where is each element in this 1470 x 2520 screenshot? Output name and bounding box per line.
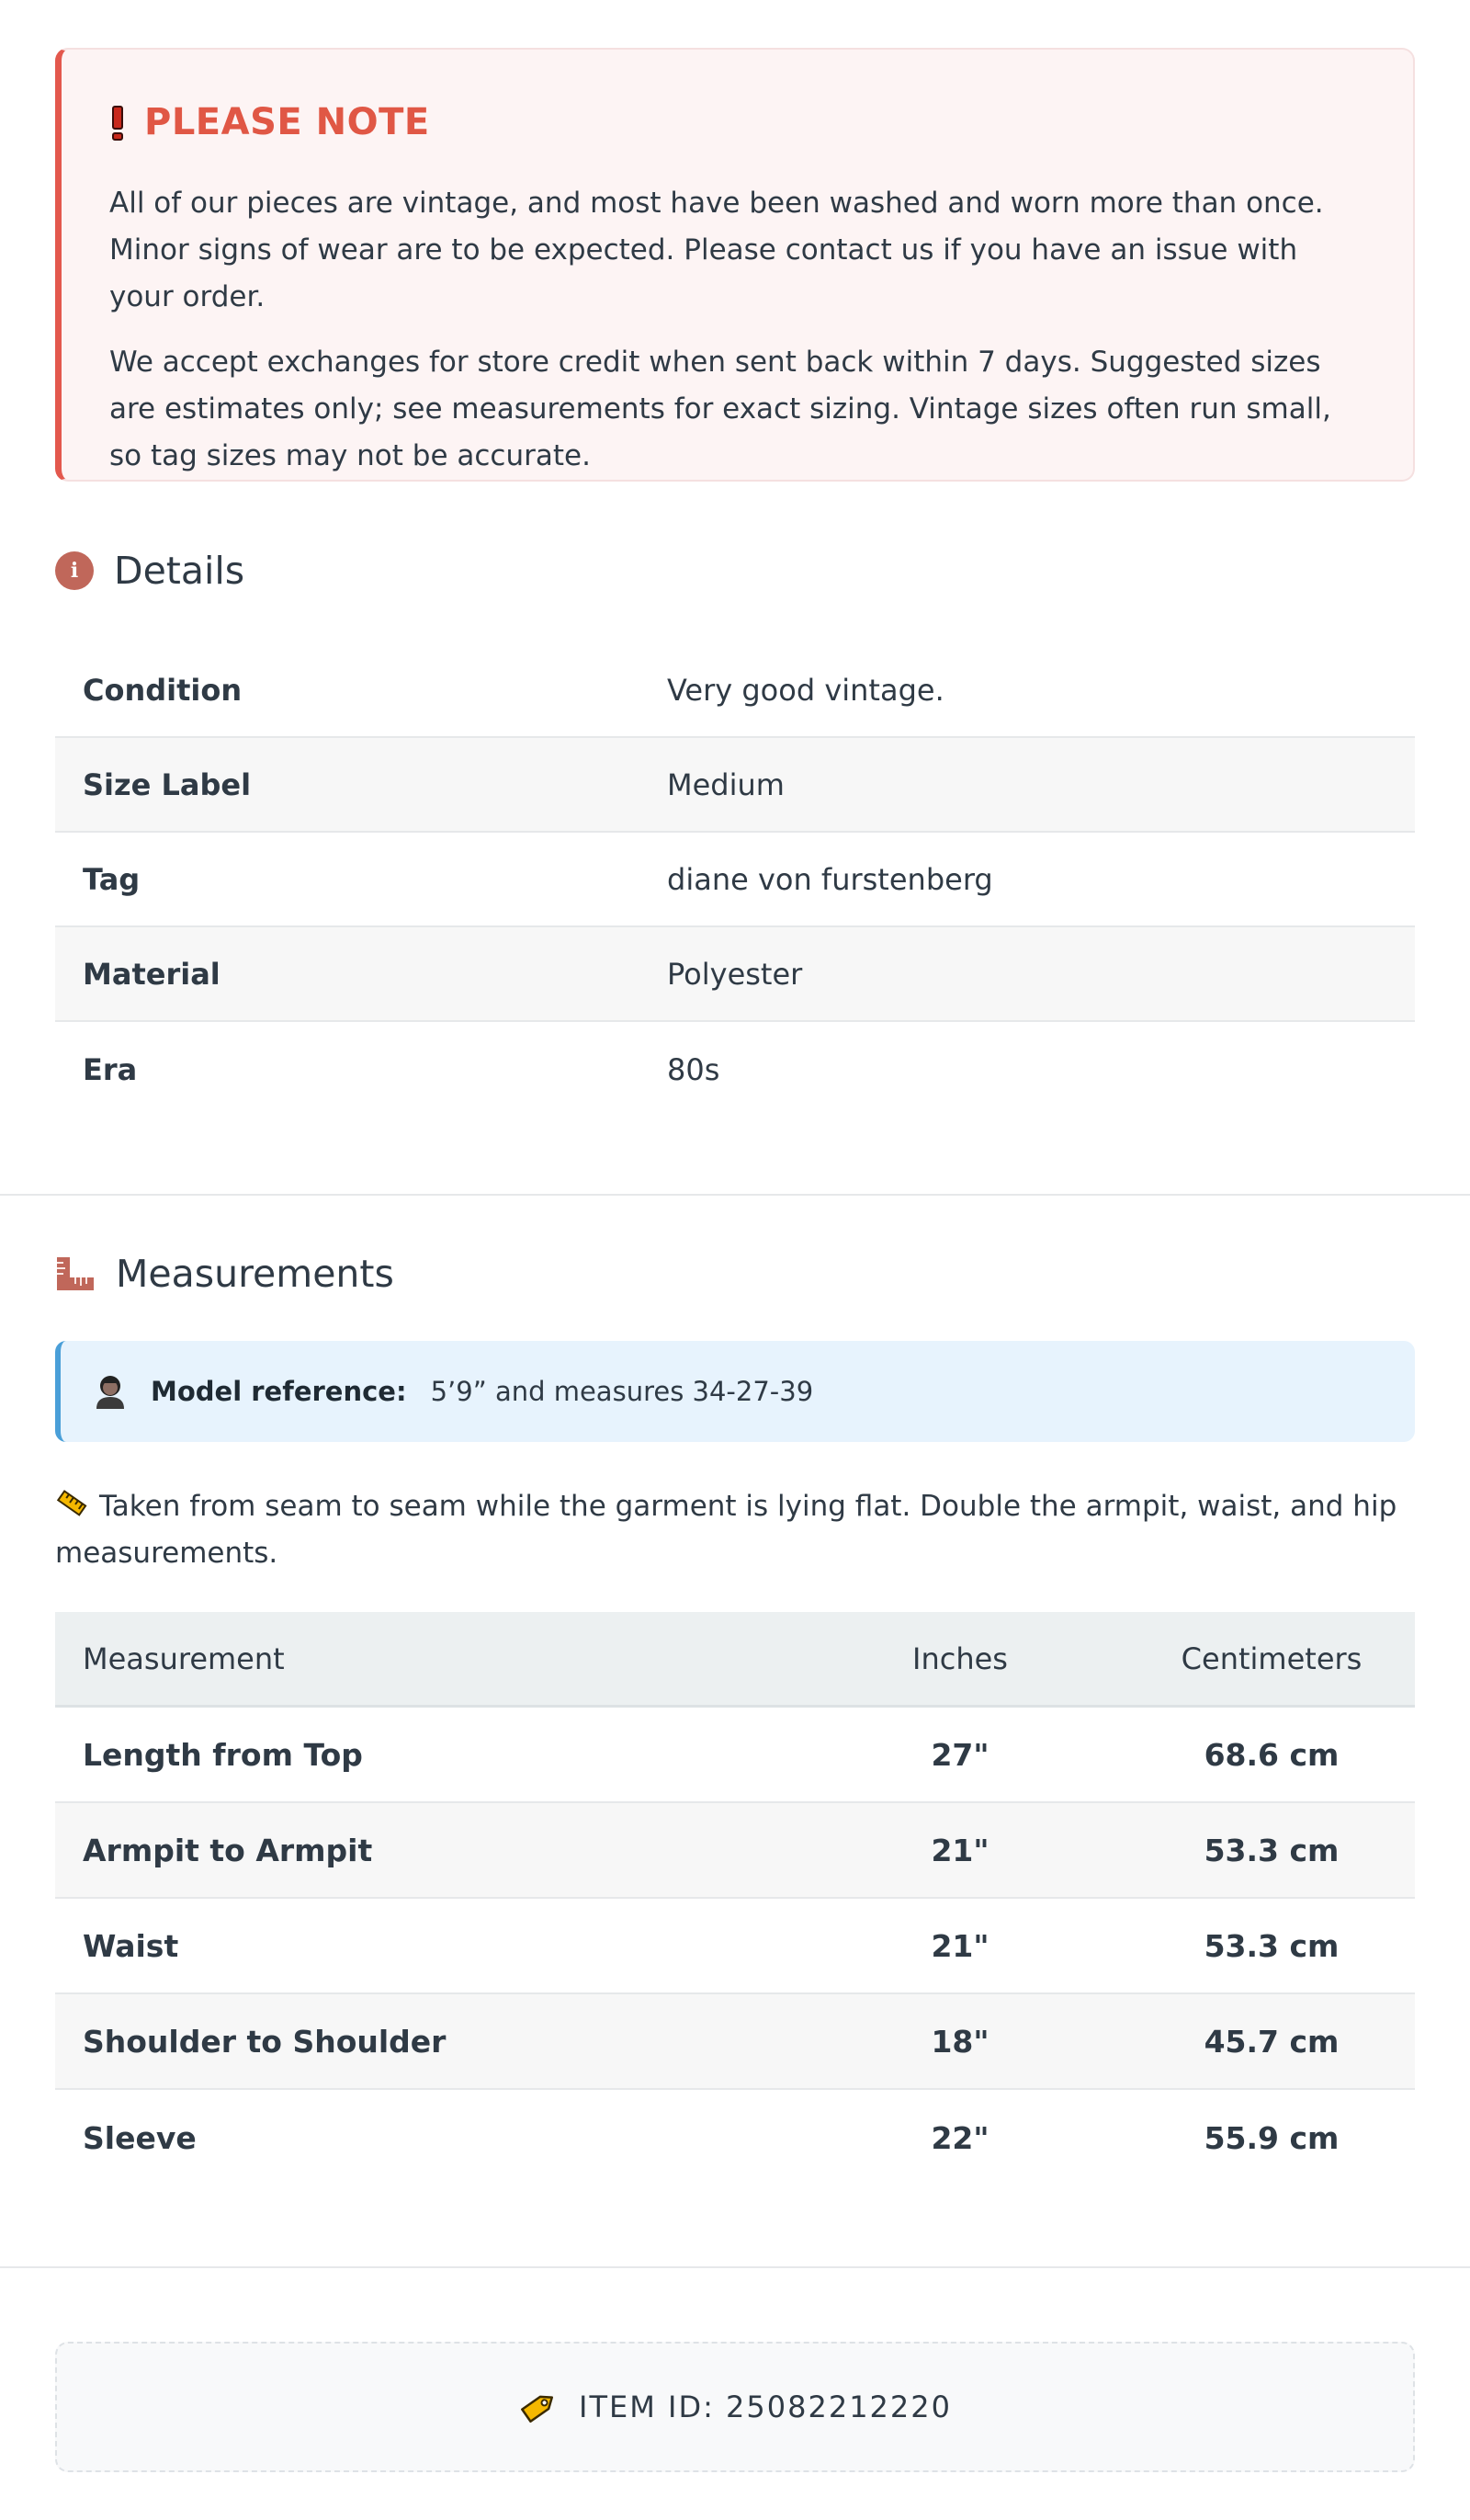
item-id-text: ITEM ID: 25082212220 [579, 2389, 952, 2424]
details-table [55, 643, 1415, 1117]
table-row [55, 1803, 1415, 1899]
notice-title-text: PLEASE NOTE [144, 101, 430, 143]
details-row-condition [55, 643, 1415, 738]
model-reference-box [55, 1341, 1415, 1442]
measurement-cm: 55.9 cm [1204, 2119, 1340, 2156]
table-header-row [55, 1612, 1415, 1708]
details-heading [55, 549, 244, 593]
column-header-measurement: Measurement [83, 1640, 285, 1676]
info-icon: i [55, 551, 94, 590]
details-label: Era [83, 1051, 138, 1087]
measurement-inches: 21" [931, 1927, 989, 1964]
tag-icon [518, 2387, 559, 2427]
measurements-heading-text: Measurements [116, 1252, 394, 1296]
measurement-cm: 53.3 cm [1204, 1832, 1340, 1868]
model-reference-value: 5’9” and measures 34-27-39 [430, 1376, 814, 1407]
details-heading-text: Details [114, 549, 245, 593]
table-row [55, 1899, 1415, 1994]
notice-paragraph-1: All of our pieces are vintage, and most have been washed and worn more than once. Minor signs of wear are to be expected. Please contact us if you have an issue with your order. [109, 187, 1324, 313]
details-value: Medium [667, 766, 785, 802]
ruler-icon [55, 1255, 96, 1292]
details-label: Tag [83, 861, 141, 897]
details-label: Condition [83, 672, 243, 708]
notice-title [109, 101, 1365, 143]
column-header-inches: Inches [912, 1640, 1008, 1676]
measurement-inches: 18" [931, 2023, 989, 2060]
details-value: 80s [667, 1051, 720, 1087]
measurements-table [55, 1612, 1415, 2185]
details-row-size-label [55, 738, 1415, 833]
section-divider [0, 1194, 1470, 1196]
measurement-inches: 27" [931, 1736, 989, 1773]
details-row-material [55, 927, 1415, 1022]
column-header-centimeters: Centimeters [1181, 1640, 1363, 1676]
model-reference-label: Model reference: [151, 1376, 407, 1407]
measurements-heading [55, 1252, 394, 1296]
measurement-cm: 53.3 cm [1204, 1927, 1340, 1964]
section-divider [0, 2266, 1470, 2268]
details-value: Very good vintage. [667, 672, 944, 708]
details-value: diane von furstenberg [667, 861, 993, 897]
person-icon [94, 1373, 127, 1410]
measurement-cm: 45.7 cm [1204, 2023, 1340, 2060]
pencil-icon [55, 1486, 90, 1521]
table-row [55, 1708, 1415, 1803]
measurement-note [55, 1483, 1415, 1577]
exclamation-icon [109, 104, 126, 141]
measurement-name: Waist [83, 1927, 179, 1964]
table-row [55, 2090, 1415, 2185]
measurement-name: Shoulder to Shoulder [83, 2023, 447, 2060]
details-label: Material [83, 956, 220, 992]
measurement-cm: 68.6 cm [1204, 1736, 1340, 1773]
details-row-tag [55, 833, 1415, 927]
measurement-name: Sleeve [83, 2119, 197, 2156]
measurement-inches: 22" [931, 2119, 989, 2156]
details-value: Polyester [667, 956, 803, 992]
measurement-inches: 21" [931, 1832, 989, 1868]
notice-paragraph-2: We accept exchanges for store credit when sent back within 7 days. Suggested sizes are estimates only; see measurements for exact sizing. Vintage sizes often run small, so tag sizes may not be accurate. [109, 346, 1331, 472]
notice-box [55, 48, 1415, 482]
table-row [55, 1994, 1415, 2090]
measurement-name: Length from Top [83, 1736, 363, 1773]
measurement-name: Armpit to Armpit [83, 1832, 373, 1868]
details-row-era [55, 1022, 1415, 1117]
details-label: Size Label [83, 766, 252, 802]
measurement-note-text: Taken from seam to seam while the garment is lying flat. Double the armpit, waist, and hip measurements. [55, 1490, 1397, 1570]
item-id-box [55, 2342, 1415, 2472]
